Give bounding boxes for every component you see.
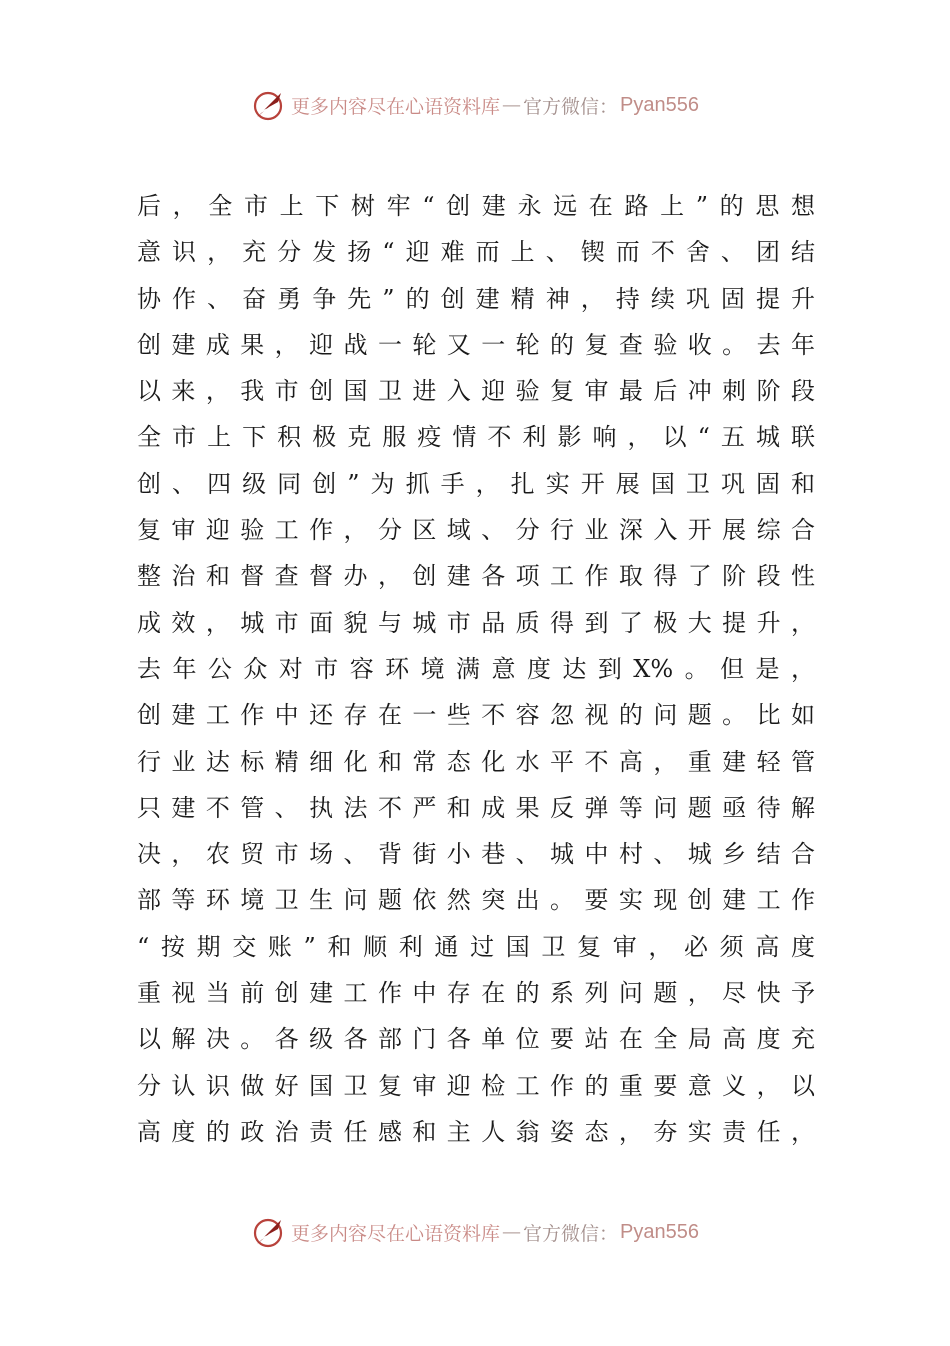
quill-logo-icon: [251, 87, 287, 123]
text-line: 只建不管、执法不严和成果反弹等问题亟待解: [137, 793, 815, 822]
watermark-label: 官方微信：: [523, 1222, 619, 1245]
text-line: 决，农贸市场、背街小巷、城中村、城乡结合: [137, 840, 815, 869]
watermark-dash: —: [502, 1221, 522, 1243]
watermark-prefix: 更多内容尽在心语资料库: [291, 1222, 501, 1245]
text-line: “按期交账”和顺利通过国卫复审，必须高度: [137, 932, 815, 961]
text-line: 去年公众对市容环境满意度达到X%。但是，: [137, 654, 815, 683]
text-line: 成效，城市面貌与城市品质得到了极大提升，: [137, 608, 815, 637]
text-line: 创、四级同创”为抓手，扎实开展国卫巩固和: [137, 469, 815, 498]
text-line: 重视当前创建工作中存在的系列问题，尽快予: [137, 979, 815, 1008]
text-line: 部等环境卫生问题依然突出。要实现创建工作: [137, 886, 815, 915]
text-line: 以来，我市创国卫进入迎验复审最后冲刺阶段: [137, 377, 815, 406]
watermark-wechat-id: Pyan556: [620, 93, 699, 116]
text-line: 分认识做好国卫复审迎检工作的重要意义，以: [137, 1071, 815, 1100]
watermark-footer: [0, 1212, 950, 1252]
watermark-wechat-id: Pyan556: [620, 1220, 699, 1243]
text-line: 协作、奋勇争先”的创建精神，持续巩固提升: [137, 284, 815, 313]
text-line: 创建工作中还存在一些不容忽视的问题。比如: [137, 701, 815, 730]
text-line: 全市上下积极克服疫情不利影响，以“五城联: [137, 423, 815, 452]
text-line: 整治和督查督办，创建各项工作取得了阶段性: [137, 562, 815, 591]
text-line: 创建成果，迎战一轮又一轮的复查验收。去年: [137, 330, 815, 359]
text-line: 复审迎验工作，分区域、分行业深入开展综合: [137, 516, 815, 545]
text-line: 高度的政治责任感和主人翁姿态，夯实责任，: [137, 1117, 815, 1146]
watermark-prefix: 更多内容尽在心语资料库: [291, 95, 501, 118]
document-body: [137, 183, 815, 1155]
text-line: 以解决。各级各部门各单位要站在全局高度充: [137, 1025, 815, 1054]
text-line: 意识，充分发扬“迎难而上、锲而不舍、团结: [137, 238, 815, 267]
watermark-label: 官方微信：: [523, 95, 619, 118]
watermark-header: [0, 85, 950, 125]
text-line: 后，全市上下树牢“创建永远在路上”的思想: [137, 192, 815, 220]
watermark-dash: —: [502, 94, 522, 116]
quill-logo-icon: [251, 1214, 287, 1250]
text-line: 行业达标精细化和常态化水平不高，重建轻管: [137, 747, 815, 776]
